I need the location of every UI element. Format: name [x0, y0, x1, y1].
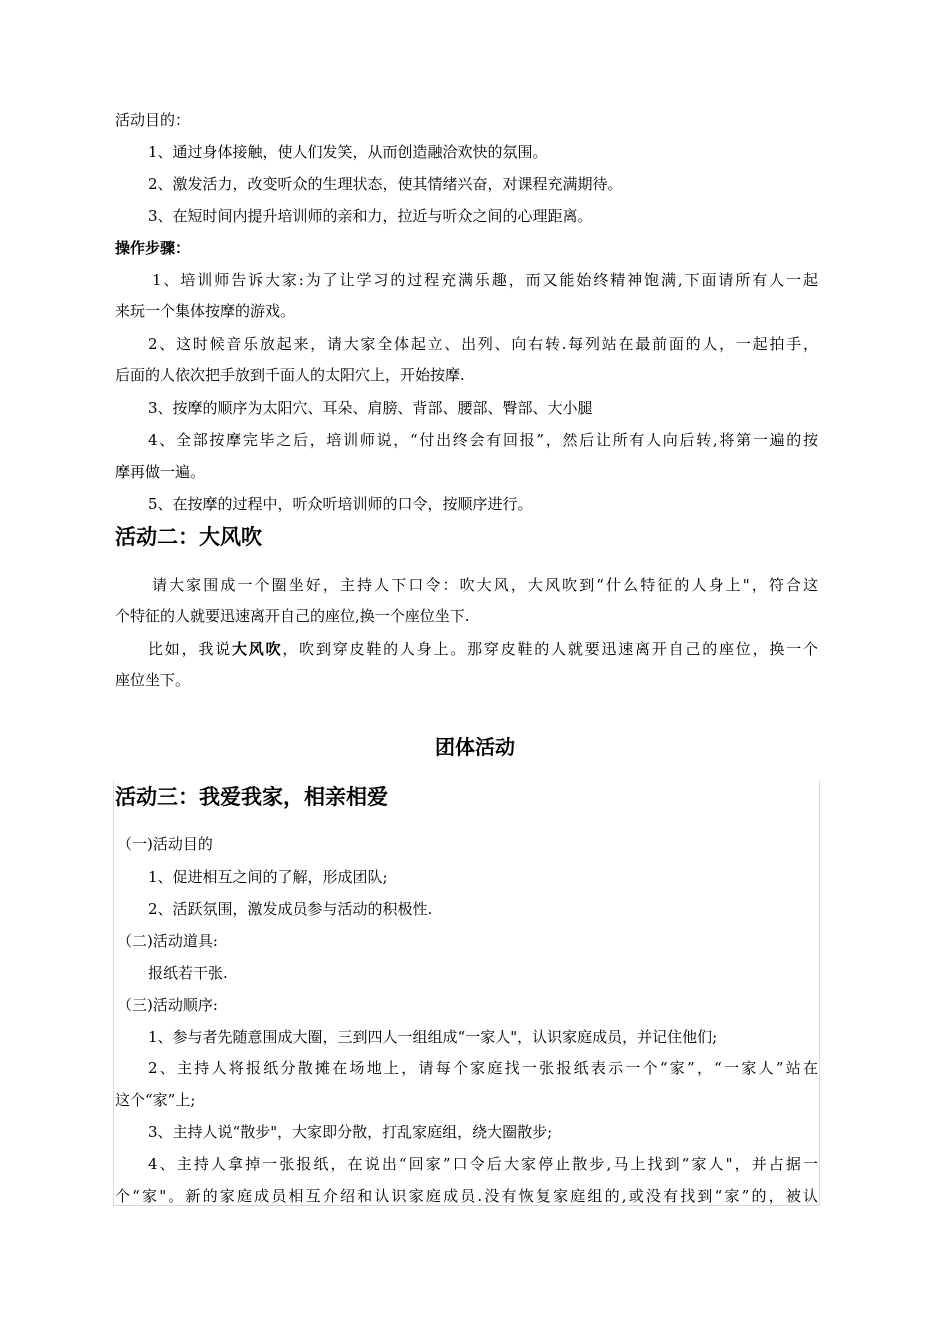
activity-3-props-heading: （二)活动道具: — [117, 932, 218, 950]
step-4-line-2: 摩再做一遍。 — [115, 463, 206, 481]
step-4-line-1: 4、全部按摩完毕之后，培训师说，“付出终会有回报”，然后让所有人向后转,将第一遍的按 — [148, 431, 818, 449]
activity-3-order-1: 1、参与者先随意围成大圈，三到四人一组组成“一家人"，认识家庭成员，并记住他们; — [148, 1028, 718, 1046]
step-1-line-2: 来玩一个集体按摩的游戏。 — [115, 302, 296, 320]
group-activity-title: 团体活动 — [435, 735, 515, 759]
activity-3-order-2-line-1: 2、主持人将报纸分散摊在场地上，请每个家庭找一张报纸表示一个“家”，“一家人”站在 — [148, 1059, 818, 1077]
activity-3-order-4-line-1: 4、主持人拿掉一张报纸，在说出“回家”口令后大家停止散步,马上找到“家人"，并占据一 — [148, 1155, 818, 1173]
steps-heading: 操作步骤： — [115, 239, 191, 257]
activity-3-order-4-line-2: 个“家"。新的家庭成员相互介绍和认识家庭成员.没有恢复家庭组的,或没有找到“家”的，被认 — [115, 1187, 818, 1205]
activity-3-order-3: 3、主持人说“散步"，大家即分散，打乱家庭组，绕大圈散步; — [148, 1123, 553, 1141]
step-2-line-1: 2、这时候音乐放起来，请大家全体起立、出列、向右转.每列站在最前面的人，一起拍手， — [148, 335, 818, 353]
activity-3-purpose-2: 2、活跃氛围，激发成员参与活动的积极性. — [148, 900, 433, 918]
step-3: 3、按摩的顺序为太阳穴、耳朵、肩膀、背部、腰部、臀部、大小腿 — [148, 399, 593, 417]
purpose-heading: 活动目的： — [115, 111, 191, 129]
activity-2-para-2-bold: 大风吹 — [231, 640, 283, 658]
activity-2-para-1-line-2: 个特征的人就要迅速离开自己的座位,换一个座位坐下. — [115, 607, 470, 625]
purpose-item-2: 2、激发活力，改变听众的生理状态，使其情绪兴奋，对课程充满期待。 — [148, 175, 623, 193]
activity-2-para-2-pre: 比如，我说 — [148, 640, 232, 658]
activity-2-para-2-line-2: 座位坐下。 — [115, 671, 191, 689]
activity-3-purpose-1: 1、促进相互之间的了解，形成团队; — [148, 868, 388, 886]
activity-2-para-2-line-1 — [148, 639, 818, 659]
activity-2-title: 活动二：大风吹 — [115, 525, 262, 549]
step-2-line-2: 后面的人依次把手放到千面人的太阳穴上，开始按摩. — [115, 366, 465, 384]
activity-3-order-heading: （三)活动顺序: — [117, 996, 218, 1014]
step-1-line-1: 1、培训师告诉大家:为了让学习的过程充满乐趣，而又能始终精神饱满,下面请所有人一起 — [152, 271, 818, 289]
activity-3-box — [113, 781, 820, 1206]
purpose-item-1: 1、通过身体接触，使人们发笑，从而创造融洽欢快的氛围。 — [148, 143, 548, 161]
activity-2-para-2-post: ，吹到穿皮鞋的人身上。那穿皮鞋的人就要迅速离开自己的座位，换一个 — [282, 640, 818, 658]
purpose-item-3: 3、在短时间内提升培训师的亲和力，拉近与听众之间的心理距离。 — [148, 207, 593, 225]
activity-3-purpose-heading: （一)活动目的 — [117, 835, 213, 853]
activity-3-props: 报纸若干张. — [148, 964, 228, 982]
activity-2-para-1-line-1: 请大家围成一个圈坐好，主持人下口令：吹大风，大风吹到“什么特征的人身上"，符合这 — [152, 576, 818, 594]
step-5: 5、在按摩的过程中，听众听培训师的口令，按顺序进行。 — [148, 495, 533, 513]
activity-3-order-2-line-2: 这个“家”上; — [115, 1091, 196, 1109]
activity-3-title: 活动三：我爱我家，相亲相爱 — [115, 785, 388, 809]
